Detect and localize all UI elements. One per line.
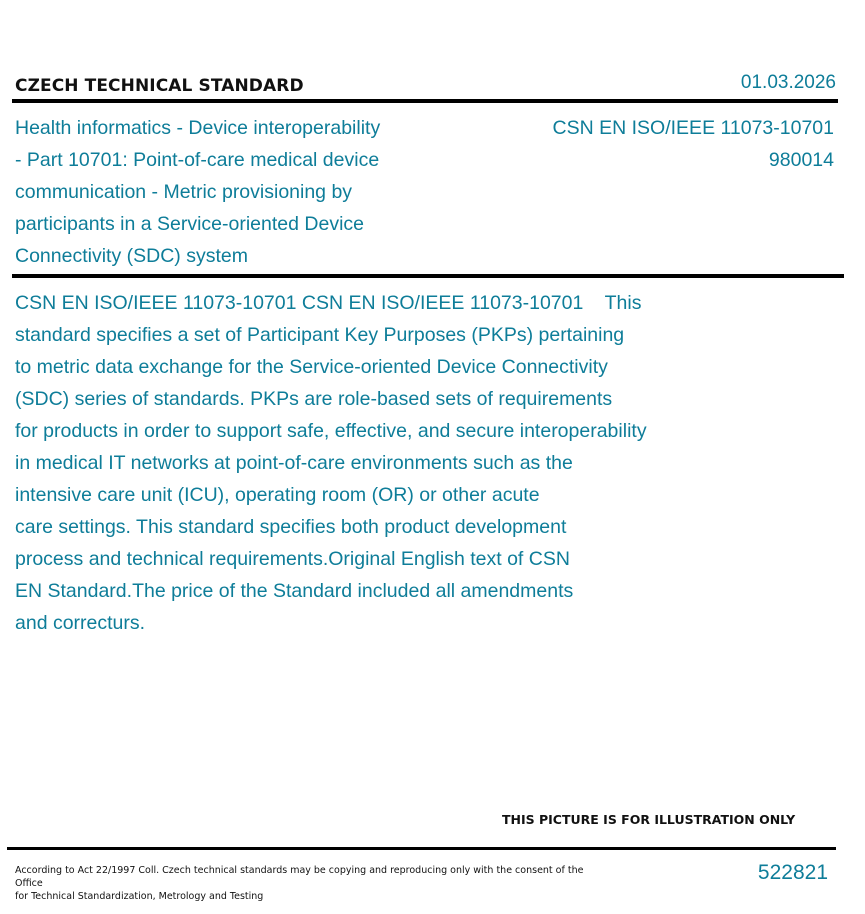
abstract-line: CSN EN ISO/IEEE 11073-10701 CSN EN ISO/IEEE 11073-10701 This <box>15 292 642 314</box>
standard-title <box>15 112 435 272</box>
abstract-line: to metric data exchange for the Service-oriented Device Connectivity <box>15 356 608 378</box>
illustration-note: THIS PICTURE IS FOR ILLUSTRATION ONLY <box>502 812 796 827</box>
title-line: Connectivity (SDC) system <box>15 245 248 267</box>
abstract-line: (SDC) series of standards. PKPs are role-based sets of requirements <box>15 388 613 410</box>
abstract-line: standard specifies a set of Participant Key Purposes (PKPs) pertaining <box>15 324 625 346</box>
title-line: - Part 10701: Point-of-care medical device <box>15 149 380 171</box>
header-divider <box>12 99 838 103</box>
legal-notice <box>15 864 595 903</box>
abstract <box>15 287 727 639</box>
title-line: participants in a Service-oriented Device <box>15 213 365 235</box>
standard-reference-block <box>553 112 834 176</box>
abstract-line: in medical IT networks at point-of-care environments such as the <box>15 452 573 474</box>
title-divider <box>12 274 844 278</box>
product-number: 522821 <box>757 861 828 884</box>
legal-line: for Technical Standardization, Metrology and Testing <box>15 891 264 902</box>
abstract-line: EN Standard.The price of the Standard included all amendments <box>15 580 574 602</box>
footer-divider <box>7 847 836 850</box>
publication-date: 01.03.2026 <box>740 72 836 93</box>
catalog-number: 980014 <box>768 149 834 171</box>
abstract-line: care settings. This standard specifies both product development <box>15 516 567 538</box>
abstract-line: for products in order to support safe, effective, and secure interoperability <box>15 420 647 442</box>
title-line: communication - Metric provisioning by <box>15 181 353 203</box>
abstract-line: process and technical requirements.Original English text of CSN <box>15 548 570 570</box>
document-type-label: CZECH TECHNICAL STANDARD <box>15 76 304 96</box>
standard-reference: CSN EN ISO/IEEE 11073-10701 <box>552 117 834 139</box>
abstract-line: and correcturs. <box>15 612 146 634</box>
abstract-line: intensive care unit (ICU), operating room (OR) or other acute <box>15 484 540 506</box>
legal-line: According to Act 22/1997 Coll. Czech technical standards may be copying and reproducing only with the consent of the Office <box>15 865 584 889</box>
title-line: Health informatics - Device interoperability <box>15 117 381 139</box>
